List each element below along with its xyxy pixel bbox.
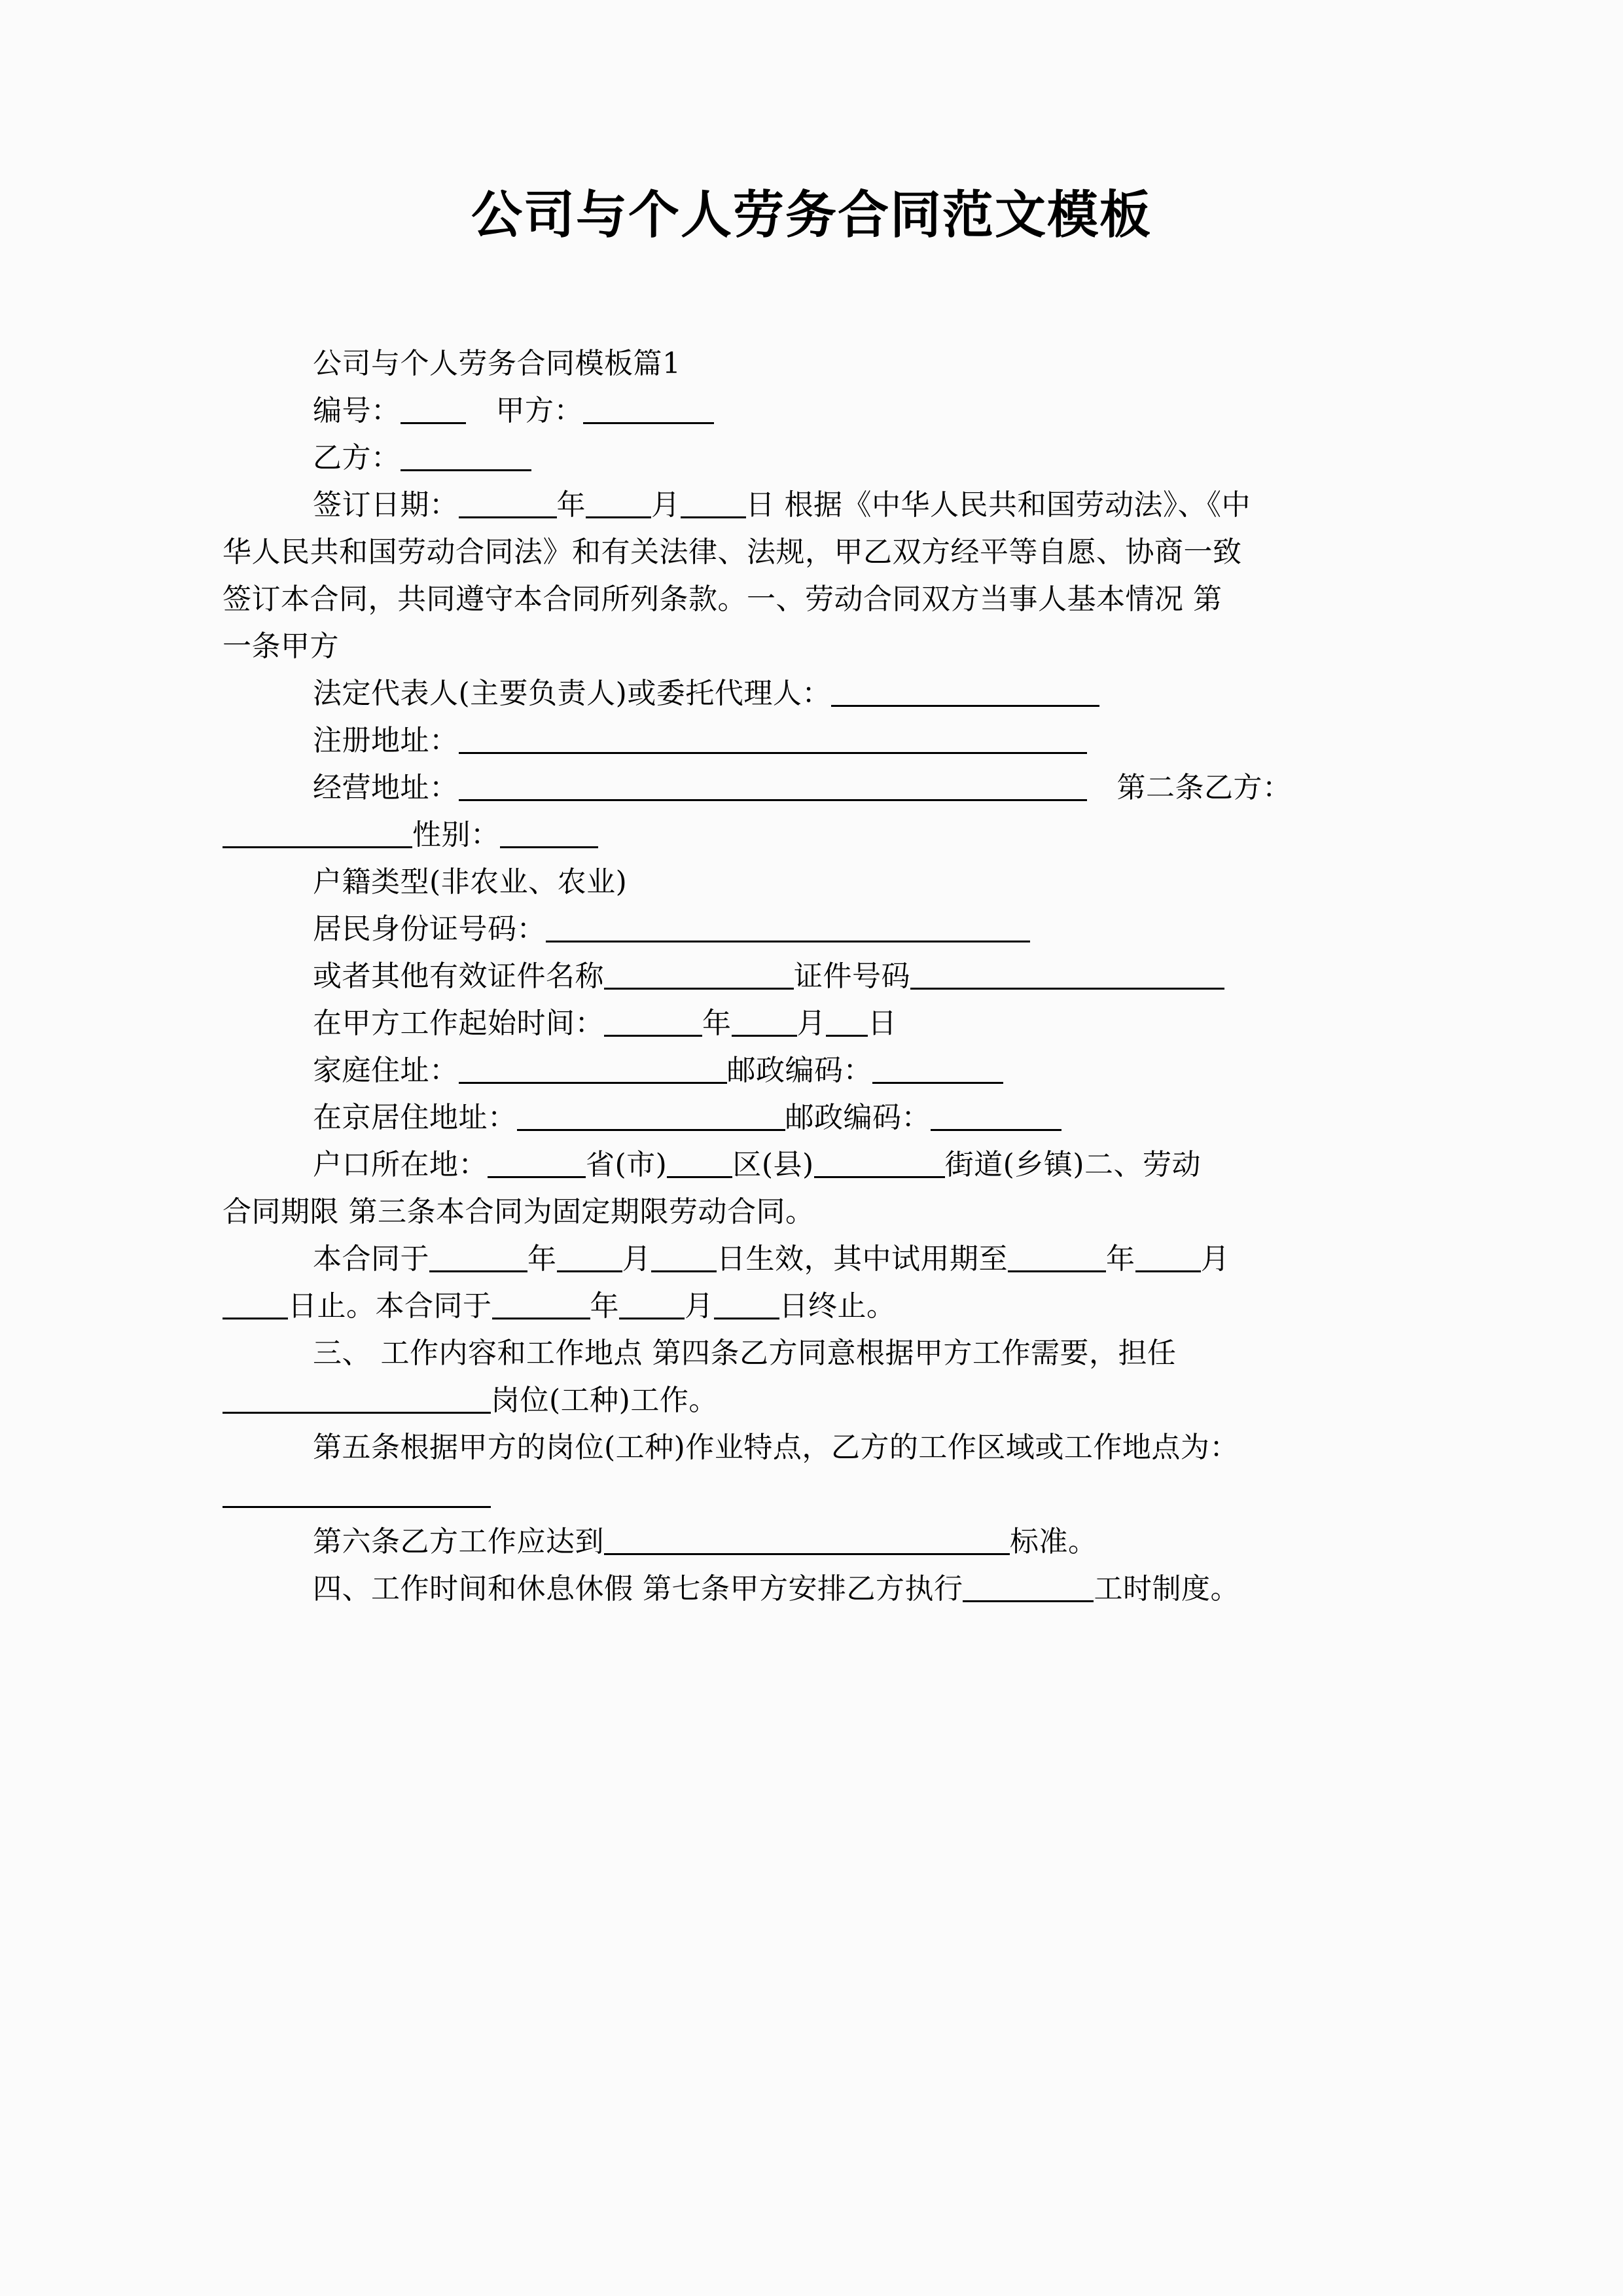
blank-other-certificate-name[interactable] (604, 965, 794, 990)
blank-probation-month[interactable] (1135, 1248, 1201, 1272)
label-contract-effective: 本合同于 (313, 1242, 429, 1276)
label-certificate-number: 证件号码 (794, 960, 910, 993)
blank-work-start-year[interactable] (604, 1013, 702, 1037)
line-residence-registration (223, 1141, 1400, 1189)
text-termination-prefix: 日止。本合同于 (288, 1289, 492, 1323)
blank-gender[interactable] (500, 824, 598, 848)
blank-district[interactable] (667, 1154, 732, 1178)
label-gender: 性别： (412, 818, 500, 852)
blank-work-location[interactable] (223, 1484, 491, 1508)
line-work-start-date (223, 1000, 1400, 1047)
unit-termination-year: 年 (590, 1289, 619, 1323)
text-job-position-suffix: 岗位(工种)工作。 (491, 1384, 718, 1417)
label-home-postcode: 邮政编码： (726, 1054, 872, 1087)
label-registered-address: 注册地址： (313, 724, 459, 757)
text-article-five: 第五条根据甲方的岗位(工种)作业特点，乙方的工作区域或工作地点为： (313, 1431, 1239, 1464)
line-article-one (223, 623, 1400, 670)
line-home-address (223, 1047, 1400, 1094)
label-legal-representative: 法定代表人(主要负责人)或委托代理人： (313, 677, 831, 710)
unit-year: 年 (556, 488, 586, 522)
unit-effective-month: 月 (622, 1242, 651, 1276)
line-law-basis-2 (223, 529, 1400, 576)
line-law-basis-3 (223, 576, 1400, 623)
text-termination-suffix: 日终止。 (779, 1289, 896, 1323)
line-work-location-blank (223, 1471, 1400, 1518)
text-standard-suffix: 标准。 (1010, 1525, 1097, 1558)
section-heading-line (223, 340, 1400, 387)
unit-work-start-year: 年 (702, 1007, 732, 1040)
text-section-three: 三、 工作内容和工作地点 第四条乙方同意根据甲方工作需要，担任 (313, 1336, 1177, 1370)
blank-registered-address[interactable] (459, 730, 1087, 754)
unit-province: 省(市) (586, 1148, 668, 1181)
line-beijing-address (223, 1094, 1400, 1141)
label-party-b: 乙方： (313, 441, 401, 475)
label-other-certificate-name: 或者其他有效证件名称 (313, 960, 604, 993)
line-registered-address (223, 717, 1400, 764)
unit-street: 街道(乡镇)二、劳动 (944, 1148, 1202, 1181)
line-contract-term-heading (223, 1189, 1400, 1236)
line-job-position (223, 1377, 1400, 1424)
blank-probation-end-day[interactable] (223, 1295, 288, 1319)
blank-working-hours-system[interactable] (963, 1578, 1094, 1602)
unit-probation-year: 年 (1106, 1242, 1135, 1276)
blank-effective-month[interactable] (557, 1248, 622, 1272)
blank-serial-number[interactable] (401, 400, 466, 424)
blank-party-a[interactable] (583, 400, 714, 424)
line-sign-date (223, 482, 1400, 529)
label-article-two-party-b: 第二条乙方： (1116, 771, 1292, 804)
unit-work-start-day: 日 (868, 1007, 897, 1040)
blank-home-postcode[interactable] (872, 1060, 1003, 1084)
unit-work-start-month: 月 (796, 1007, 826, 1040)
blank-job-position[interactable] (223, 1390, 491, 1414)
line-article-six (223, 1518, 1400, 1566)
blank-work-standard[interactable] (604, 1531, 1010, 1555)
label-residence-registration: 户口所在地： (313, 1148, 488, 1181)
document-body (223, 340, 1400, 1613)
page-title: 公司与个人劳务合同范文模板 (471, 185, 1152, 245)
line-partyb (223, 435, 1400, 482)
label-serial-number: 编号： (313, 394, 401, 427)
blank-sign-month[interactable] (586, 494, 651, 518)
unit-effective-year: 年 (527, 1242, 557, 1276)
line-article-five (223, 1424, 1400, 1471)
label-beijing-postcode: 邮政编码： (785, 1101, 931, 1134)
unit-termination-month: 月 (685, 1289, 714, 1323)
line-business-address (223, 764, 1400, 812)
line-id-number (223, 906, 1400, 953)
line-other-certificate (223, 953, 1400, 1000)
line-legal-representative (223, 670, 1400, 717)
text-law-basis-part1: 日 根据《中华人民共和国劳动法》、《中 (745, 488, 1251, 522)
blank-certificate-number[interactable] (910, 965, 1224, 990)
blank-work-start-month[interactable] (732, 1013, 797, 1037)
text-law-basis-part3: 签订本合同，共同遵守本合同所列条款。一、劳动合同双方当事人基本情况 第 (223, 583, 1222, 616)
label-id-number: 居民身份证号码： (313, 912, 546, 946)
blank-effective-day[interactable] (651, 1248, 717, 1272)
label-party-a: 甲方： (495, 394, 583, 427)
text-probation-until: 日生效，其中试用期至 (717, 1242, 1008, 1276)
label-sign-date: 签订日期： (313, 488, 459, 522)
blank-termination-month[interactable] (619, 1295, 685, 1319)
blank-party-b[interactable] (401, 447, 531, 471)
blank-beijing-address[interactable] (517, 1107, 785, 1131)
label-work-start-date: 在甲方工作起始时间： (313, 1007, 604, 1040)
blank-province[interactable] (488, 1154, 586, 1178)
blank-legal-representative[interactable] (831, 683, 1099, 707)
line-termination-date (223, 1283, 1400, 1330)
text-section-four: 四、工作时间和休息休假 第七条甲方安排乙方执行 (313, 1572, 963, 1605)
text-article-one: 一条甲方 (223, 630, 339, 663)
line-gender (223, 812, 1400, 859)
blank-termination-day[interactable] (714, 1295, 779, 1319)
blank-home-address[interactable] (459, 1060, 727, 1084)
text-working-hours-suffix: 工时制度。 (1094, 1572, 1240, 1605)
label-beijing-address: 在京居住地址： (313, 1101, 517, 1134)
blank-work-start-day[interactable] (826, 1013, 868, 1037)
blank-street[interactable] (814, 1154, 945, 1178)
line-effective-date (223, 1236, 1400, 1283)
blank-probation-year[interactable] (1008, 1248, 1106, 1272)
label-home-address: 家庭住址： (313, 1054, 459, 1087)
text-household-type: 户籍类型(非农业、农业) (313, 865, 628, 899)
blank-business-address[interactable] (459, 777, 1087, 801)
label-article-six: 第六条乙方工作应达到 (313, 1525, 604, 1558)
blank-effective-year[interactable] (429, 1248, 527, 1272)
blank-termination-year[interactable] (492, 1295, 590, 1319)
section-heading-text: 公司与个人劳务合同模板篇1 (313, 347, 681, 380)
blank-beijing-postcode[interactable] (931, 1107, 1061, 1131)
unit-month: 月 (651, 488, 681, 522)
blank-sign-day[interactable] (681, 494, 746, 518)
text-law-basis-part2: 华人民共和国劳动合同法》和有关法律、法规，甲乙双方经平等自愿、协商一致 (223, 535, 1242, 569)
blank-sign-year[interactable] (459, 494, 557, 518)
line-section-four (223, 1566, 1400, 1613)
unit-probation-month: 月 (1200, 1242, 1230, 1276)
label-business-address: 经营地址： (313, 771, 459, 804)
line-number-partya (223, 387, 1400, 435)
blank-id-number[interactable] (546, 918, 1030, 942)
unit-district: 区(县) (732, 1148, 814, 1181)
line-section-three (223, 1330, 1400, 1377)
text-contract-term-heading: 合同期限 第三条本合同为固定期限劳动合同。 (223, 1195, 815, 1229)
line-household-type (223, 859, 1400, 906)
blank-party-b-name[interactable] (223, 824, 412, 848)
